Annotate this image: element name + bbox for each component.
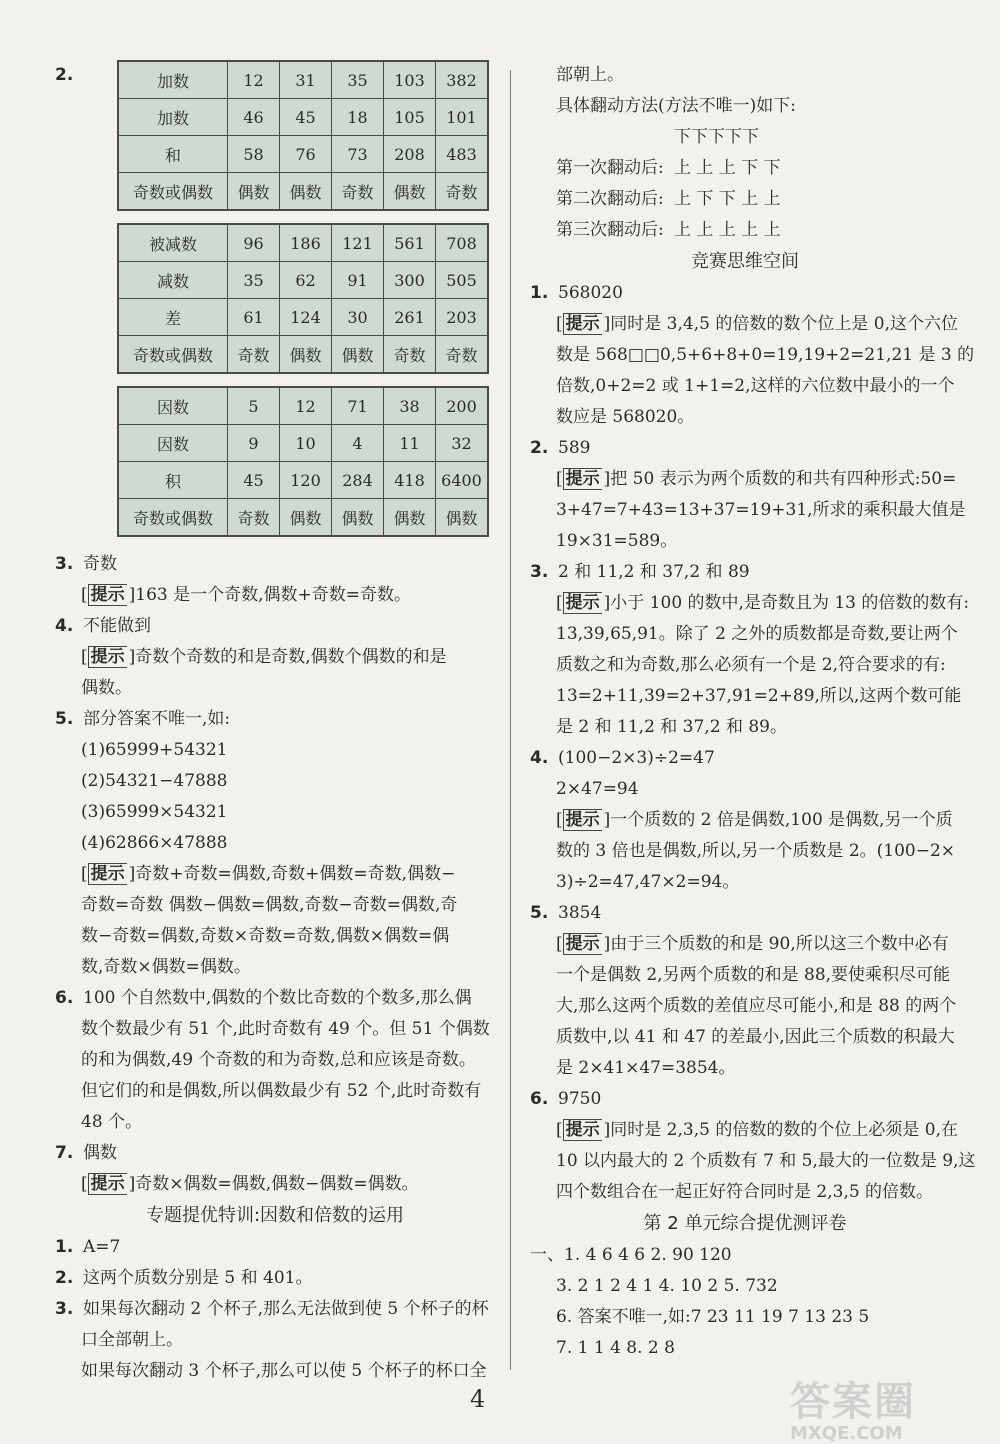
c3-hint-cont: 质数之和为奇数,那么必须有一个是 2,符合要求的有: — [556, 655, 946, 675]
table-cell: 18 — [332, 99, 384, 136]
q5-hint-cont: 数,奇数×偶数=偶数。 — [81, 957, 251, 977]
table-row — [118, 336, 488, 374]
table-cell: 261 — [384, 299, 436, 336]
watermark-logo — [790, 1370, 980, 1444]
q5-hint-cont: 奇数=奇数 偶数−偶数=偶数,奇数−奇数=偶数,奇 — [81, 895, 458, 915]
table-row — [118, 387, 488, 425]
c1-hint: [ 提示 ]同时是 3,4,5 的倍数的数个位上是 0,这个六位 — [556, 314, 958, 334]
table-row — [118, 224, 488, 262]
left-column — [55, 60, 495, 1387]
row-header: 奇数或偶数 — [118, 173, 228, 211]
section-heading: 第 2 单元综合提优测评卷 — [643, 1213, 847, 1234]
table-row — [118, 299, 488, 336]
table-cell: 38 — [384, 387, 436, 425]
q6-cont: 但它们的和是偶数,所以偶数最少有 52 个,此时奇数有 — [81, 1081, 482, 1101]
c1-hint-cont: 数应是 568020。 — [556, 407, 695, 427]
c5-hint-cont: 一个是偶数 2,另两个质数的和是 88,要使乘积尽可能 — [556, 965, 951, 985]
c3: 3. 2 和 11,2 和 37,2 和 89 — [530, 562, 750, 582]
table-cell: 11 — [384, 425, 436, 462]
table-row — [118, 61, 488, 99]
c6-hint: [ 提示 ]同时是 2,3,5 的倍数的数的个位上必须是 0,在 — [556, 1120, 958, 1140]
table-cell: 96 — [228, 224, 280, 262]
c5: 5. 3854 — [530, 903, 602, 923]
continuation: 具体翻动方法(方法不唯一)如下: — [556, 96, 796, 116]
c1-hint-cont: 倍数,0+2=2 或 1+1=2,这样的六位数中最小的一个 — [556, 376, 955, 396]
c6: 6. 9750 — [530, 1089, 602, 1109]
q7-hint: [ 提示 ]奇数×偶数=偶数,偶数−偶数=偶数。 — [81, 1174, 419, 1194]
table-row — [118, 499, 488, 537]
table-cell: 58 — [228, 136, 280, 173]
q5-hint: [ 提示 ]奇数+奇数=偶数,奇数+偶数=奇数,偶数− — [81, 864, 456, 884]
table-cell: 418 — [384, 462, 436, 499]
table-cell: 偶数 — [384, 173, 436, 211]
c2-hint-cont: 19×31=589。 — [556, 531, 678, 551]
table-cell: 偶数 — [384, 499, 436, 537]
table-cell: 200 — [436, 387, 489, 425]
table-row — [118, 173, 488, 211]
table-cell: 偶数 — [332, 499, 384, 537]
section-heading: 专题提优特训:因数和倍数的运用 — [145, 1205, 405, 1226]
q5: 5. 部分答案不唯一,如: — [55, 709, 231, 729]
flip-row: 第三次翻动后: 上 上 上 上 上 — [556, 220, 781, 240]
row-header: 因数 — [118, 425, 228, 462]
row-header: 奇数或偶数 — [118, 336, 228, 374]
q5-hint-cont: 数−奇数=偶数,奇数×奇数=奇数,偶数×偶数=偶 — [81, 926, 450, 946]
table-row — [118, 462, 488, 499]
q6-cont: 48 个。 — [81, 1112, 143, 1132]
table-cell: 121 — [332, 224, 384, 262]
table-cell: 偶数 — [228, 173, 280, 211]
table-cell: 奇数 — [384, 336, 436, 374]
table-cell: 12 — [228, 61, 280, 99]
table-cell: 35 — [332, 61, 384, 99]
table-cell: 71 — [332, 387, 384, 425]
table-cell: 45 — [280, 99, 332, 136]
c2-hint: [ 提示 ]把 50 表示为两个质数的和共有四种形式:50= — [556, 469, 957, 489]
s3: 3. 如果每次翻动 2 个杯子,那么无法做到使 5 个杯子的杯 — [55, 1299, 489, 1319]
table-cell: 505 — [436, 262, 489, 299]
s3-extra: 如果每次翻动 3 个杯子,那么可以使 5 个杯子的杯口全 — [81, 1361, 487, 1381]
section-heading: 竞赛思维空间 — [691, 251, 799, 272]
table-cell: 偶数 — [332, 336, 384, 374]
q6-cont: 数个数最少有 51 个,此时奇数有 49 个。但 51 个偶数 — [81, 1019, 490, 1039]
c4-hint-cont: 3)÷2=47,47×2=94。 — [556, 872, 740, 892]
table-cell: 5 — [228, 387, 280, 425]
test-answers: 一、1. 4 6 4 6 2. 90 120 — [530, 1245, 732, 1265]
continuation: 部朝上。 — [556, 65, 624, 85]
table-cell: 73 — [332, 136, 384, 173]
s1: 1. A=7 — [55, 1237, 121, 1257]
table-cell: 561 — [384, 224, 436, 262]
test-answers: 6. 答案不唯一,如:7 23 11 19 7 13 23 5 — [556, 1307, 870, 1327]
c5-hint: [ 提示 ]由于三个质数的和是 90,所以这三个数中必有 — [556, 934, 949, 954]
q4-hint-cont: 偶数。 — [81, 678, 132, 698]
q5-item: (4)62866×47888 — [81, 833, 228, 853]
c4-answer2: 2×47=94 — [556, 779, 639, 799]
table-cell: 奇数 — [228, 499, 280, 537]
row-header: 和 — [118, 136, 228, 173]
q4-hint: [ 提示 ]奇数个奇数的和是奇数,偶数个偶数的和是 — [81, 647, 447, 667]
table-row — [118, 425, 488, 462]
q5-item: (3)65999×54321 — [81, 802, 228, 822]
table-cell: 4 — [332, 425, 384, 462]
test-answers: 7. 1 1 4 8. 2 8 — [556, 1338, 675, 1358]
q7: 7. 偶数 — [55, 1143, 117, 1163]
answer-table — [117, 223, 489, 374]
c2-hint-cont: 3+47=7+43=13+37=19+31,所求的乘积最大值是 — [556, 500, 966, 520]
question-number: 2. — [55, 65, 74, 85]
table-cell: 偶数 — [280, 173, 332, 211]
row-header: 积 — [118, 462, 228, 499]
table-cell: 105 — [384, 99, 436, 136]
row-header: 差 — [118, 299, 228, 336]
flip-row: 第二次翻动后: 上 下 下 上 上 — [556, 189, 781, 209]
table-cell: 76 — [280, 136, 332, 173]
column-divider — [510, 70, 511, 1370]
q6-cont: 的和为偶数,49 个奇数的和为奇数,总和应该是奇数。 — [81, 1050, 476, 1070]
q3: 3. 奇数 — [55, 554, 117, 574]
table-cell: 偶数 — [436, 499, 489, 537]
c4: 4. (100−2×3)÷2=47 — [530, 748, 715, 768]
c5-hint-cont: 大,那么这两个质数的差值应尽可能小,和是 88 的两个 — [556, 996, 957, 1016]
c3-hint: [ 提示 ]小于 100 的数中,是奇数且为 13 的倍数的数有: — [556, 593, 970, 613]
c3-hint-cont: 13=2+11,39=2+37,91=2+89,所以,这两个数可能 — [556, 686, 962, 706]
table-cell: 124 — [280, 299, 332, 336]
right-column — [530, 60, 976, 1364]
row-header: 奇数或偶数 — [118, 499, 228, 537]
table-row — [118, 99, 488, 136]
table-cell: 101 — [436, 99, 489, 136]
table-cell: 12 — [280, 387, 332, 425]
table-cell: 483 — [436, 136, 489, 173]
table-cell: 120 — [280, 462, 332, 499]
table-cell: 奇数 — [228, 336, 280, 374]
answer-table — [117, 386, 489, 537]
s3-cont: 口全部朝上。 — [81, 1330, 183, 1350]
table-cell: 208 — [384, 136, 436, 173]
c3-hint-cont: 是 2 和 11,2 和 37,2 和 89。 — [556, 717, 787, 737]
c2: 2. 589 — [530, 438, 591, 458]
table-cell: 103 — [384, 61, 436, 99]
q6: 6. 100 个自然数中,偶数的个数比奇数的个数多,那么偶 — [55, 988, 472, 1008]
c6-hint-cont: 10 以内最大的 2 个质数有 7 和 5,最大的一位数是 9,这 — [556, 1151, 976, 1171]
table-cell: 奇数 — [436, 336, 489, 374]
table-cell: 382 — [436, 61, 489, 99]
c6-hint-cont: 四个数组合在一起正好符合同时是 2,3,5 的倍数。 — [556, 1182, 934, 1202]
c1-hint-cont: 数是 568□□0,5+6+8+0=19,19+2=21,21 是 3 的 — [556, 345, 975, 365]
table-cell: 奇数 — [332, 173, 384, 211]
table-cell: 62 — [280, 262, 332, 299]
table-cell: 708 — [436, 224, 489, 262]
s2: 2. 这两个质数分别是 5 和 401。 — [55, 1268, 313, 1288]
table-cell: 偶数 — [280, 336, 332, 374]
row-header: 加数 — [118, 99, 228, 136]
table-cell: 45 — [228, 462, 280, 499]
c5-hint-cont: 质数中,以 41 和 47 的差最小,因此三个质数的积最大 — [556, 1027, 955, 1047]
table-cell: 奇数 — [436, 173, 489, 211]
row-header: 减数 — [118, 262, 228, 299]
test-answers: 3. 2 1 2 4 1 4. 10 2 5. 732 — [556, 1276, 778, 1296]
q5-item: (2)54321−47888 — [81, 771, 228, 791]
flip-row: 下下下下下 — [674, 127, 759, 147]
table-cell: 35 — [228, 262, 280, 299]
c4-hint: [ 提示 ]一个质数的 2 倍是偶数,100 是偶数,另一个质 — [556, 810, 953, 830]
table-cell: 186 — [280, 224, 332, 262]
q4: 4. 不能做到 — [55, 616, 151, 636]
table-cell: 91 — [332, 262, 384, 299]
table-cell: 46 — [228, 99, 280, 136]
table-cell: 203 — [436, 299, 489, 336]
answer-table — [117, 60, 489, 211]
table-cell: 61 — [228, 299, 280, 336]
table-cell: 6400 — [436, 462, 489, 499]
c1: 1. 568020 — [530, 283, 623, 303]
watermark-top: 答案圈 — [790, 1379, 916, 1425]
table-cell: 9 — [228, 425, 280, 462]
table-cell: 偶数 — [280, 499, 332, 537]
table-cell: 31 — [280, 61, 332, 99]
c4-hint-cont: 数的 3 倍也是偶数,所以,另一个质数是 2。(100−2× — [556, 841, 956, 861]
table-cell: 284 — [332, 462, 384, 499]
flip-row: 第一次翻动后: 上 上 上 下 下 — [556, 158, 781, 178]
page-number: 4 — [470, 1385, 486, 1413]
c5-hint-cont: 是 2×41×47=3854。 — [556, 1058, 736, 1078]
q5-item: (1)65999+54321 — [81, 740, 228, 760]
table-cell: 32 — [436, 425, 489, 462]
c3-hint-cont: 13,39,65,91。除了 2 之外的质数都是奇数,要让两个 — [556, 624, 958, 644]
watermark-bottom: MXQE.COM — [790, 1423, 903, 1444]
q3-hint: [ 提示 ]163 是一个奇数,偶数+奇数=奇数。 — [81, 585, 412, 605]
table-cell: 300 — [384, 262, 436, 299]
row-header: 加数 — [118, 61, 228, 99]
table-cell: 30 — [332, 299, 384, 336]
row-header: 被减数 — [118, 224, 228, 262]
row-header: 因数 — [118, 387, 228, 425]
table-row — [118, 136, 488, 173]
tables-block — [55, 60, 495, 537]
table-row — [118, 262, 488, 299]
table-cell: 10 — [280, 425, 332, 462]
